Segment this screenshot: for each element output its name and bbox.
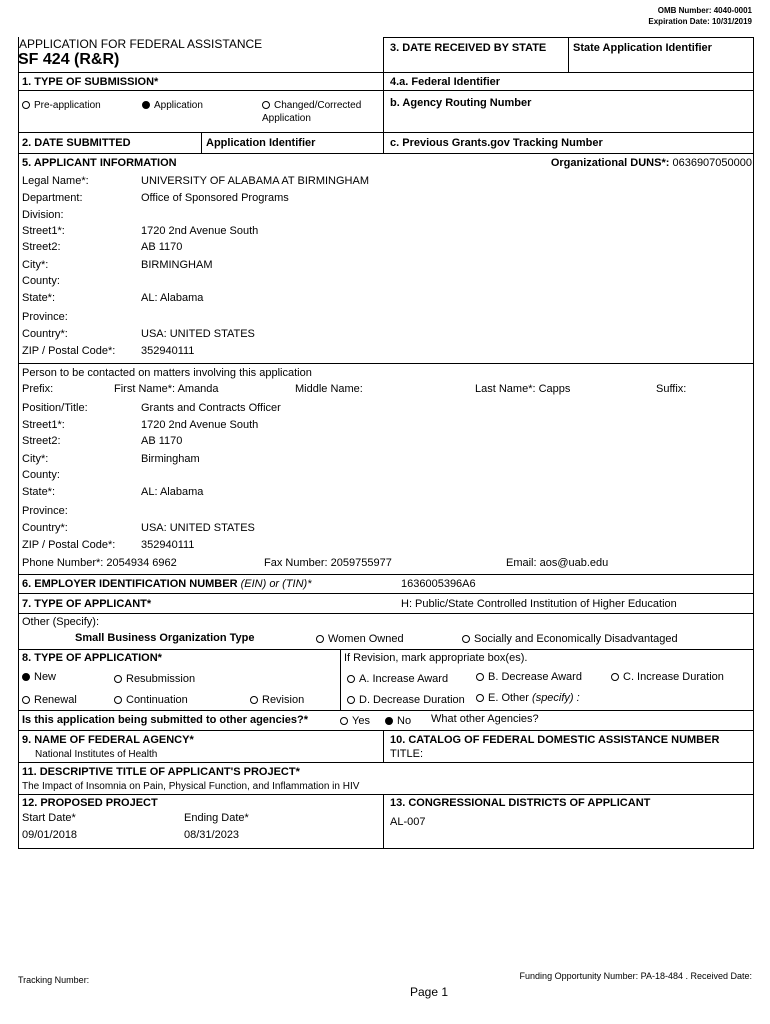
proposed-project-label: 12. PROPOSED PROJECT bbox=[22, 797, 158, 809]
radio-icon bbox=[340, 717, 348, 725]
radio-filled-icon bbox=[142, 101, 150, 109]
contact-value: Grants and Contracts Officer bbox=[141, 402, 281, 414]
contact-first-name: First Name*: Amanda bbox=[114, 383, 219, 395]
option-changed-corrected[interactable]: Changed/Corrected bbox=[262, 99, 361, 112]
option-no[interactable]: No bbox=[385, 715, 411, 728]
applicant-value: 1720 2nd Avenue South bbox=[141, 225, 259, 237]
project-title-label: 11. DESCRIPTIVE TITLE OF APPLICANT'S PROJECT* bbox=[22, 766, 300, 778]
contact-intro: Person to be contacted on matters involving this application bbox=[22, 367, 312, 379]
radio-icon bbox=[22, 696, 30, 704]
other-specify: Other (Specify): bbox=[22, 616, 100, 628]
project-title-value: The Impact of Insomnia on Pain, Physical Function, and Inflammation in HIV bbox=[22, 781, 360, 792]
date-received-label: 3. DATE RECEIVED BY STATE bbox=[390, 42, 547, 54]
type-submission-label: 1. TYPE OF SUBMISSION* bbox=[22, 76, 159, 88]
ein-value: 1636005396A6 bbox=[401, 578, 476, 590]
cfda-title: TITLE: bbox=[390, 748, 424, 760]
applicant-label: Street2: bbox=[22, 241, 61, 253]
applicant-label: ZIP / Postal Code*: bbox=[22, 345, 116, 357]
radio-icon bbox=[462, 635, 470, 643]
applicant-value: Office of Sponsored Programs bbox=[141, 192, 289, 204]
option-new[interactable]: New bbox=[22, 671, 56, 684]
contact-value: AL: Alabama bbox=[141, 486, 204, 498]
page-number: Page 1 bbox=[410, 985, 449, 999]
radio-icon bbox=[611, 673, 619, 681]
contact-label: Country*: bbox=[22, 522, 68, 534]
revision-note: If Revision, mark appropriate box(es). bbox=[344, 652, 528, 664]
applicant-label: City*: bbox=[22, 259, 49, 271]
expiration-date: Expiration Date: 10/31/2019 bbox=[648, 17, 752, 26]
app-identifier-label: Application Identifier bbox=[206, 137, 316, 149]
radio-icon bbox=[250, 696, 258, 704]
contact-value: 1720 2nd Avenue South bbox=[141, 419, 259, 431]
option-application[interactable]: Application bbox=[142, 99, 203, 112]
option-renewal[interactable]: Renewal bbox=[22, 694, 77, 707]
option-other[interactable]: E. Other (specify) : bbox=[476, 692, 580, 705]
disadvantaged-option[interactable]: Socially and Economically Disadvantaged bbox=[462, 633, 678, 646]
applicant-type-value: H: Public/State Controlled Institution of Higher Education bbox=[401, 598, 677, 610]
contact-suffix: Suffix: bbox=[656, 383, 687, 395]
option-preapplication[interactable]: Pre-application bbox=[22, 99, 101, 112]
contact-value: 352940111 bbox=[141, 539, 195, 551]
radio-icon bbox=[476, 673, 484, 681]
radio-icon bbox=[476, 694, 484, 702]
option-increase-award[interactable]: A. Increase Award bbox=[347, 673, 448, 686]
contact-middle-name: Middle Name: bbox=[295, 383, 363, 395]
applicant-value: AB 1170 bbox=[141, 241, 183, 253]
start-date-label: Start Date* bbox=[22, 812, 76, 824]
contact-prefix: Prefix: bbox=[22, 383, 54, 395]
option-increase-duration[interactable]: C. Increase Duration bbox=[611, 671, 724, 684]
applicant-label: Division: bbox=[22, 209, 64, 221]
option-resubmission[interactable]: Resubmission bbox=[114, 673, 195, 686]
contact-label: Province: bbox=[22, 505, 68, 517]
applicant-value: USA: UNITED STATES bbox=[141, 328, 255, 340]
end-date-value: 08/31/2023 bbox=[184, 829, 240, 841]
contact-value: USA: UNITED STATES bbox=[141, 522, 255, 534]
applicant-label: Country*: bbox=[22, 328, 68, 340]
radio-icon bbox=[347, 675, 355, 683]
radio-icon bbox=[114, 696, 122, 704]
duns: Organizational DUNS*: 0636907050000 bbox=[550, 157, 752, 169]
districts-value: AL-007 bbox=[390, 816, 426, 828]
contact-label: Street1*: bbox=[22, 419, 65, 431]
option-decrease-duration[interactable]: D. Decrease Duration bbox=[347, 694, 465, 707]
omb-number: OMB Number: 4040-0001 bbox=[657, 6, 752, 15]
federal-agency-value: National Institutes of Health bbox=[35, 749, 158, 760]
contact-phone: Phone Number*: 2054934 6962 bbox=[22, 557, 177, 569]
applicant-label: County: bbox=[22, 275, 60, 287]
radio-filled-icon bbox=[22, 673, 30, 681]
applicant-value: UNIVERSITY OF ALABAMA AT BIRMINGHAM bbox=[141, 175, 369, 187]
option-continuation[interactable]: Continuation bbox=[114, 694, 188, 707]
form-title: APPLICATION FOR FEDERAL ASSISTANCE bbox=[19, 37, 263, 51]
contact-label: County: bbox=[22, 469, 60, 481]
applicant-label: Department: bbox=[22, 192, 83, 204]
radio-filled-icon bbox=[385, 717, 393, 725]
contact-label: State*: bbox=[22, 486, 56, 498]
contact-last-name: Last Name*: Capps bbox=[475, 383, 571, 395]
women-owned-option[interactable]: Women Owned bbox=[316, 633, 404, 646]
contact-value: AB 1170 bbox=[141, 435, 183, 447]
contact-email: Email: aos@uab.edu bbox=[506, 557, 609, 569]
radio-icon bbox=[22, 101, 30, 109]
applicant-label: Province: bbox=[22, 311, 68, 323]
applicant-value: AL: Alabama bbox=[141, 292, 204, 304]
applicant-label: Street1*: bbox=[22, 225, 65, 237]
date-submitted-label: 2. DATE SUBMITTED bbox=[22, 137, 131, 149]
radio-icon bbox=[114, 675, 122, 683]
applicant-type-label: 7. TYPE OF APPLICANT* bbox=[22, 598, 152, 610]
option-decrease-award[interactable]: B. Decrease Award bbox=[476, 671, 582, 684]
funding-opportunity: Funding Opportunity Number: PA-18-484 . Received Date: bbox=[519, 971, 752, 981]
districts-label: 13. CONGRESSIONAL DISTRICTS OF APPLICANT bbox=[390, 797, 651, 809]
option-yes[interactable]: Yes bbox=[340, 715, 370, 728]
contact-label: Street2: bbox=[22, 435, 61, 447]
other-agencies-question: Is this application being submitted to other agencies?* bbox=[22, 714, 309, 726]
applicant-value: BIRMINGHAM bbox=[141, 259, 213, 271]
option-revision[interactable]: Revision bbox=[250, 694, 304, 707]
end-date-label: Ending Date* bbox=[184, 812, 249, 824]
contact-label: ZIP / Postal Code*: bbox=[22, 539, 116, 551]
applicant-label: State*: bbox=[22, 292, 56, 304]
state-app-id-label: State Application Identifier bbox=[573, 42, 712, 54]
ein-label: 6. EMPLOYER IDENTIFICATION NUMBER (EIN) or (TIN)* bbox=[22, 578, 312, 590]
option-changed-corrected-line2: Application bbox=[262, 113, 311, 124]
contact-fax: Fax Number: 2059755977 bbox=[264, 557, 392, 569]
what-other-agencies: What other Agencies? bbox=[431, 713, 539, 725]
small-business-type: Small Business Organization Type bbox=[75, 632, 255, 644]
federal-identifier-label: 4.a. Federal Identifier bbox=[390, 76, 501, 88]
contact-label: City*: bbox=[22, 453, 49, 465]
form-id: SF 424 (R&R) bbox=[18, 51, 120, 68]
federal-agency-label: 9. NAME OF FEDERAL AGENCY* bbox=[22, 734, 194, 746]
contact-label: Position/Title: bbox=[22, 402, 88, 414]
agency-routing-label: b. Agency Routing Number bbox=[390, 97, 532, 109]
applicant-label: Legal Name*: bbox=[22, 175, 89, 187]
radio-icon bbox=[316, 635, 324, 643]
app-type-label: 8. TYPE OF APPLICATION* bbox=[22, 652, 162, 664]
radio-icon bbox=[262, 101, 270, 109]
radio-icon bbox=[347, 696, 355, 704]
contact-value: Birmingham bbox=[141, 453, 200, 465]
applicant-section-title: 5. APPLICANT INFORMATION bbox=[22, 157, 177, 169]
cfda-label: 10. CATALOG OF FEDERAL DOMESTIC ASSISTANCE NUMBER bbox=[390, 734, 720, 746]
prev-tracking-label: c. Previous Grants.gov Tracking Number bbox=[390, 137, 603, 149]
applicant-value: 352940111 bbox=[141, 345, 195, 357]
tracking-number: Tracking Number: bbox=[18, 975, 90, 985]
start-date-value: 09/01/2018 bbox=[22, 829, 78, 841]
